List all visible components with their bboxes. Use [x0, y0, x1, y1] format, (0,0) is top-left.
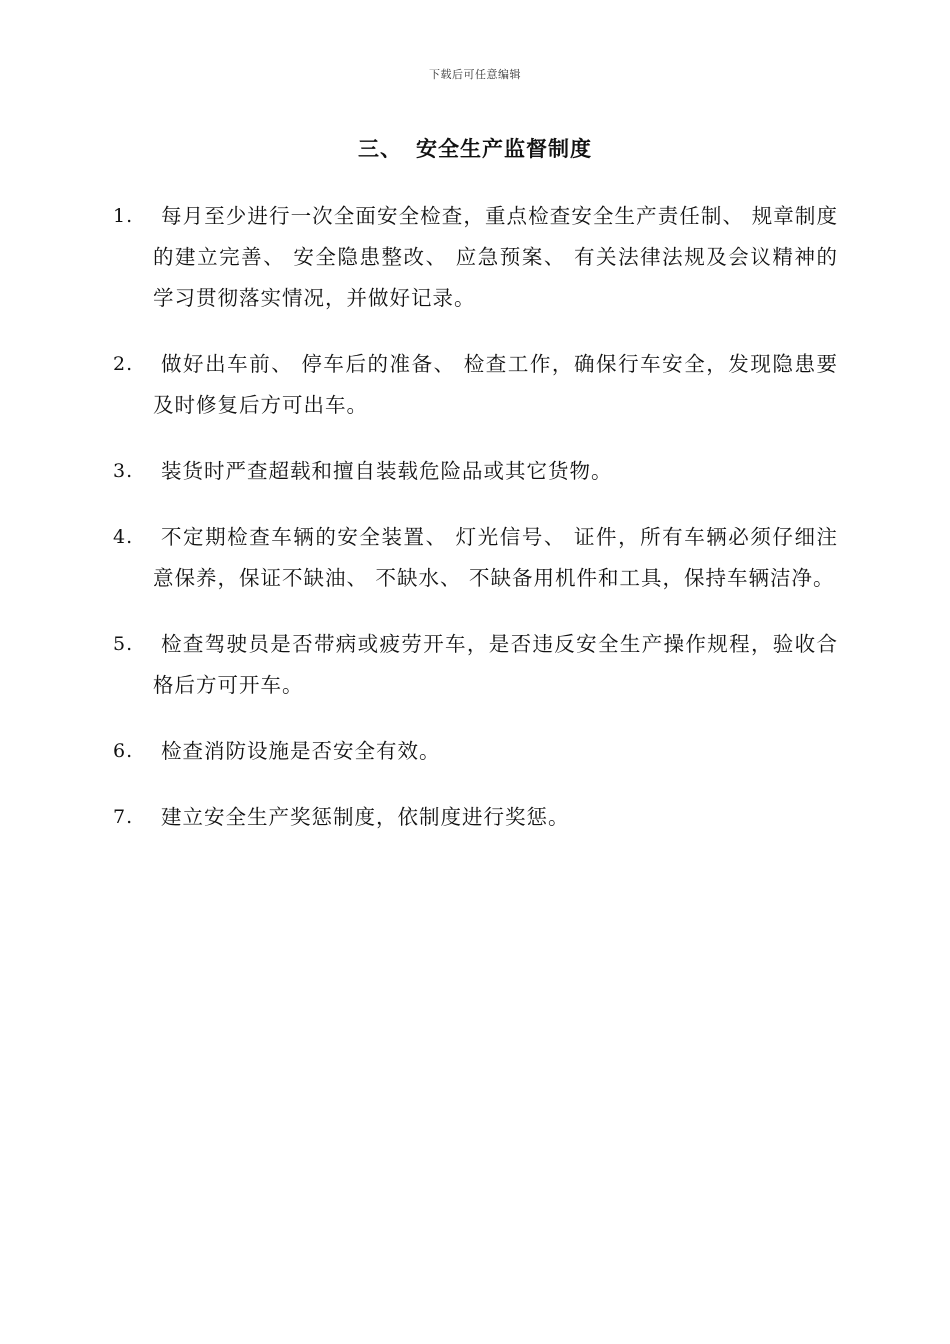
list-item	[113, 451, 838, 492]
item-text: 不定期检查车辆的安全装置、 灯光信号、 证件，所有车辆必须仔细注意保养，保证不缺油、 不缺水、 不缺备用机件和工具，保持车辆洁净。	[153, 525, 838, 590]
title-number: 三、	[358, 136, 402, 161]
item-text: 检查驾驶员是否带病或疲劳开车，是否违反安全生产操作规程，验收合格后方可开车。	[153, 632, 838, 697]
item-text: 每月至少进行一次全面安全检查，重点检查安全生产责任制、 规章制度的建立完善、 安全隐患整改、 应急预案、 有关法律法规及会议精神的学习贯彻落实情况，并做好记录。	[153, 204, 838, 310]
item-number: 4.	[113, 526, 134, 548]
item-number: 3.	[113, 460, 134, 482]
page-title	[0, 133, 950, 163]
item-text: 装货时严查超载和擅自装载危险品或其它货物。	[161, 459, 613, 483]
list-item	[113, 196, 838, 319]
item-number: 2.	[113, 353, 134, 375]
rules-list	[113, 196, 838, 863]
list-item	[113, 797, 838, 838]
item-number: 5.	[113, 633, 134, 655]
item-number: 6.	[113, 740, 134, 762]
item-number: 7.	[113, 806, 134, 828]
list-item	[113, 344, 838, 426]
item-text: 检查消防设施是否安全有效。	[161, 739, 441, 763]
list-item	[113, 731, 838, 772]
list-item	[113, 624, 838, 706]
item-number: 1.	[113, 205, 134, 227]
item-text: 做好出车前、 停车后的准备、 检查工作，确保行车安全，发现隐患要及时修复后方可出车。	[153, 352, 838, 417]
title-text: 安全生产监督制度	[416, 136, 592, 161]
list-item	[113, 517, 838, 599]
item-text: 建立安全生产奖惩制度，依制度进行奖惩。	[161, 805, 570, 829]
header-note: 下载后可任意编辑	[429, 68, 521, 81]
